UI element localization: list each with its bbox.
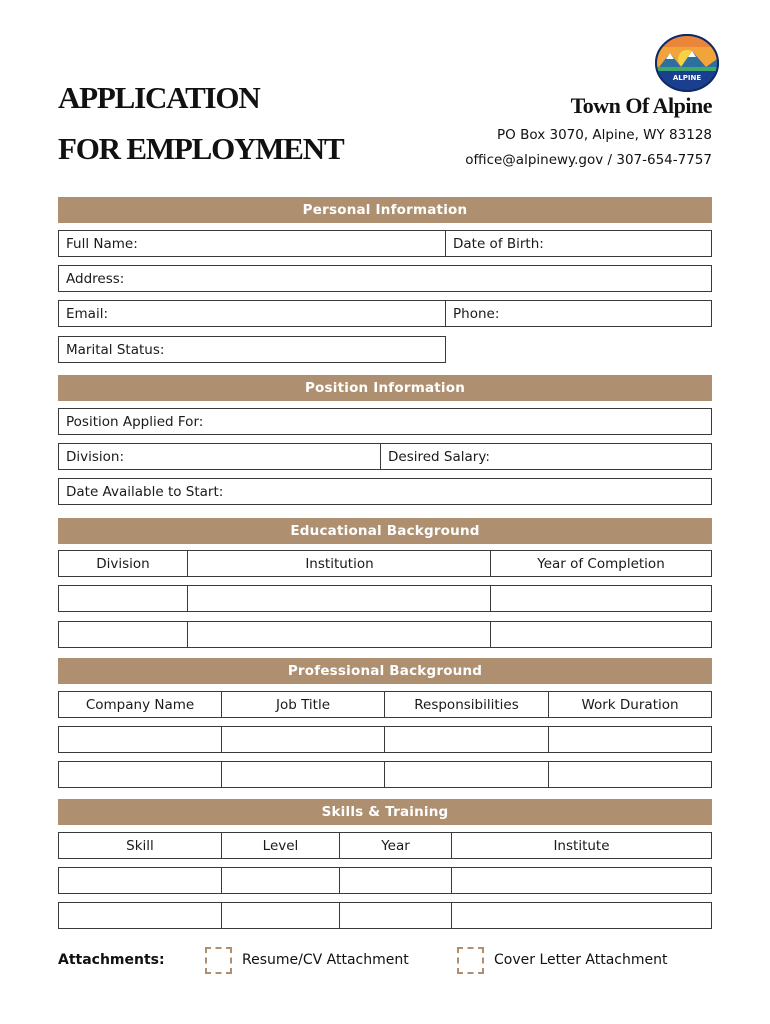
attachments-label: Attachments:: [58, 952, 165, 968]
alpine-logo-icon: [654, 33, 720, 93]
skills-cell[interactable]: [451, 902, 712, 929]
resume-attachment-checkbox[interactable]: [205, 947, 232, 974]
organization-address: PO Box 3070, Alpine, WY 83128: [497, 127, 712, 143]
date-available-field[interactable]: [58, 478, 712, 505]
pro-header-duration: Work Duration: [548, 691, 712, 718]
organization-name: Town Of Alpine: [570, 93, 712, 118]
pro-cell[interactable]: [548, 726, 712, 753]
resume-attachment-label: Resume/CV Attachment: [242, 952, 409, 968]
skills-cell[interactable]: [221, 902, 340, 929]
skills-header-institute: Institute: [451, 832, 712, 859]
email-field[interactable]: [58, 300, 446, 327]
division-label: Division:: [66, 448, 125, 465]
section-educational-background: Educational Background: [58, 518, 712, 544]
position-applied-for-label: Position Applied For:: [66, 413, 204, 430]
desired-salary-label: Desired Salary:: [388, 448, 490, 465]
edu-cell[interactable]: [187, 585, 492, 612]
pro-header-responsibilities: Responsibilities: [384, 691, 549, 718]
desired-salary-field[interactable]: [380, 443, 712, 470]
division-field[interactable]: [58, 443, 381, 470]
marital-status-label: Marital Status:: [66, 341, 165, 358]
logo-text: ALPINE: [672, 74, 702, 82]
edu-cell[interactable]: [58, 621, 188, 648]
section-professional-background: Professional Background: [58, 658, 712, 684]
form-title-line2: FOR EMPLOYMENT: [58, 131, 344, 166]
phone-field[interactable]: [445, 300, 712, 327]
date-available-label: Date Available to Start:: [66, 483, 224, 500]
cover-letter-attachment-checkbox[interactable]: [457, 947, 484, 974]
edu-cell[interactable]: [490, 621, 712, 648]
pro-header-job-title: Job Title: [221, 691, 385, 718]
skills-cell[interactable]: [58, 902, 222, 929]
organization-contact: office@alpinewy.gov / 307-654-7757: [465, 152, 712, 168]
address-label: Address:: [66, 270, 125, 287]
pro-cell[interactable]: [548, 761, 712, 788]
skills-cell[interactable]: [339, 902, 452, 929]
date-of-birth-label: Date of Birth:: [453, 235, 544, 252]
pro-cell[interactable]: [221, 726, 385, 753]
pro-cell[interactable]: [384, 761, 549, 788]
section-personal-information: Personal Information: [58, 197, 712, 223]
section-position-information: Position Information: [58, 375, 712, 401]
date-of-birth-field[interactable]: [445, 230, 712, 257]
phone-label: Phone:: [453, 305, 500, 322]
skills-cell[interactable]: [58, 867, 222, 894]
cover-letter-attachment-label: Cover Letter Attachment: [494, 952, 668, 968]
edu-cell[interactable]: [187, 621, 492, 648]
address-field[interactable]: [58, 265, 712, 292]
section-skills-training: Skills & Training: [58, 799, 712, 825]
skills-header-level: Level: [221, 832, 340, 859]
edu-cell[interactable]: [58, 585, 188, 612]
pro-cell[interactable]: [58, 761, 222, 788]
email-label: Email:: [66, 305, 109, 322]
edu-header-division: Division: [58, 550, 188, 577]
pro-header-company: Company Name: [58, 691, 222, 718]
edu-header-year: Year of Completion: [490, 550, 712, 577]
pro-cell[interactable]: [384, 726, 549, 753]
edu-cell[interactable]: [490, 585, 712, 612]
position-applied-for-field[interactable]: [58, 408, 712, 435]
full-name-field[interactable]: [58, 230, 446, 257]
full-name-label: Full Name:: [66, 235, 138, 252]
edu-header-institution: Institution: [187, 550, 492, 577]
pro-cell[interactable]: [221, 761, 385, 788]
skills-header-year: Year: [339, 832, 452, 859]
skills-cell[interactable]: [451, 867, 712, 894]
skills-cell[interactable]: [339, 867, 452, 894]
pro-cell[interactable]: [58, 726, 222, 753]
form-title-line1: APPLICATION: [58, 80, 260, 115]
skills-cell[interactable]: [221, 867, 340, 894]
marital-status-field[interactable]: [58, 336, 446, 363]
skills-header-skill: Skill: [58, 832, 222, 859]
